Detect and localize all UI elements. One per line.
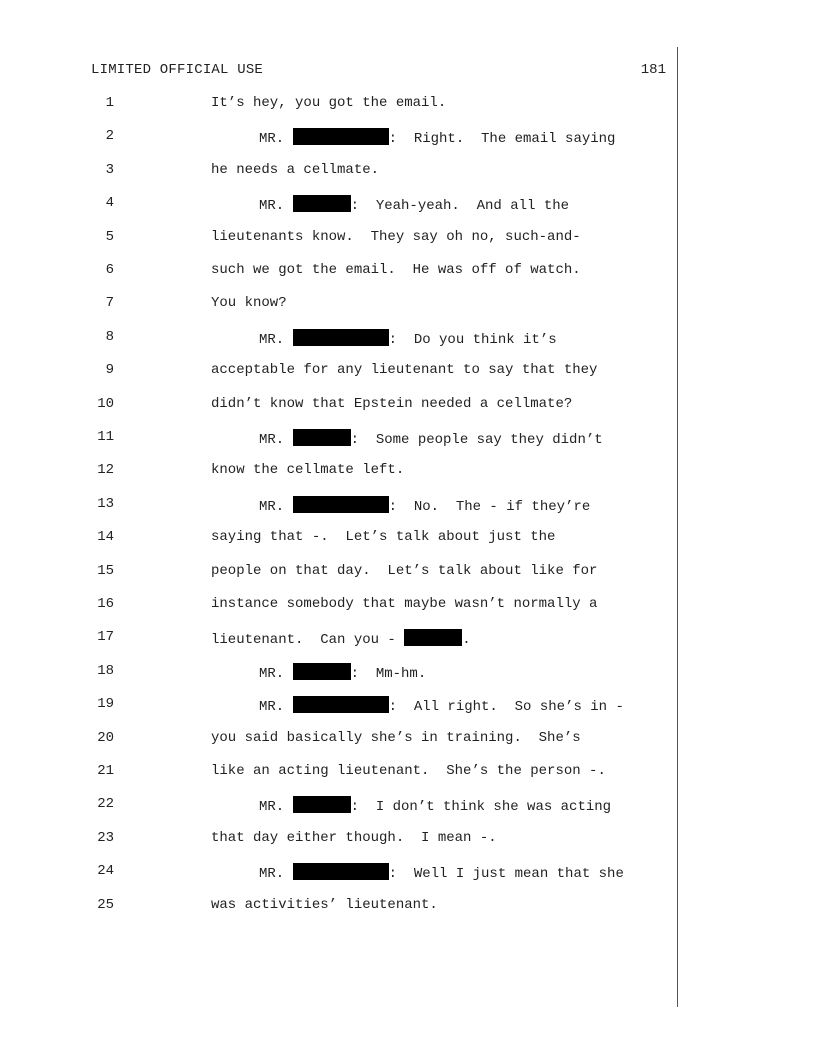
transcript-line: [0, 496, 677, 516]
line-number: 7: [105, 295, 114, 312]
transcript-line: [0, 730, 677, 750]
line-text: [211, 462, 404, 478]
transcript-line: [0, 162, 677, 182]
transcript-line: [0, 663, 677, 683]
line-text: [259, 496, 590, 515]
redaction-box: [293, 429, 351, 446]
line-number: 25: [97, 896, 114, 913]
line-text-segment: was activities’ lieutenant.: [211, 896, 438, 913]
line-number: 3: [105, 161, 114, 178]
line-text: [259, 696, 624, 715]
line-number: 2: [105, 128, 114, 145]
line-text-segment: MR.: [259, 665, 293, 682]
line-number: 18: [97, 662, 114, 679]
transcript-line: [0, 295, 677, 315]
line-text: [211, 229, 581, 245]
line-number: 15: [97, 562, 114, 579]
transcript-line: [0, 462, 677, 482]
line-number: 22: [97, 796, 114, 813]
transcript-line: [0, 596, 677, 616]
transcript-line: [0, 362, 677, 382]
transcript-line: [0, 429, 677, 449]
line-text: [211, 897, 438, 913]
line-number: 23: [97, 829, 114, 846]
line-text: [211, 563, 597, 579]
line-number: 10: [97, 395, 114, 412]
redaction-box: [293, 863, 389, 880]
line-text-segment: lieutenants know. They say oh no, such-and-: [211, 228, 581, 245]
line-text: [211, 596, 597, 612]
line-text-segment: : Mm-hm.: [350, 665, 427, 682]
line-text-segment: MR.: [259, 498, 293, 515]
line-text: [259, 195, 569, 214]
line-text: [259, 863, 624, 882]
line-number: 20: [97, 729, 114, 746]
transcript-line: [0, 128, 677, 148]
redaction-box: [293, 796, 351, 813]
transcript-line: [0, 262, 677, 282]
line-number: 21: [97, 763, 114, 779]
line-number: 14: [97, 529, 114, 546]
line-text-segment: : Right. The email saying: [388, 131, 616, 148]
page-number: 181: [640, 62, 666, 78]
line-text-segment: MR.: [259, 432, 293, 448]
redaction-box: [293, 663, 351, 680]
redaction-box: [404, 629, 462, 646]
line-text-segment: such we got the email. He was off of watch.: [211, 262, 581, 278]
transcript-line: [0, 796, 677, 816]
line-text-segment: : Some people say they didn’t: [350, 432, 603, 448]
classification-header: LIMITED OFFICIAL USE: [91, 62, 264, 78]
line-text-segment: It’s hey, you got the email.: [211, 95, 447, 111]
line-number: 13: [97, 495, 114, 512]
line-text-segment: MR.: [259, 866, 293, 883]
line-text: [211, 262, 581, 278]
line-number: 8: [105, 328, 114, 345]
line-text-segment: You know?: [211, 295, 287, 312]
line-text-segment: you said basically she’s in training. She’s: [211, 729, 581, 746]
line-text-segment: : Do you think it’s: [388, 331, 557, 348]
line-text: [259, 796, 611, 815]
line-text: [259, 663, 426, 682]
transcript-line: [0, 396, 677, 416]
line-text-segment: : Well I just mean that she: [388, 866, 624, 883]
line-number: 9: [105, 362, 114, 379]
line-text-segment: MR.: [259, 331, 293, 348]
line-text-segment: MR.: [259, 799, 293, 816]
line-text-segment: know the cellmate left.: [211, 462, 405, 479]
line-number: 24: [97, 863, 114, 880]
line-number: 4: [105, 195, 114, 212]
line-text-segment: lieutenant. Can you -: [211, 632, 405, 649]
line-text-segment: he needs a cellmate.: [211, 161, 380, 178]
redaction-box: [293, 128, 389, 145]
line-text-segment: MR.: [259, 699, 293, 716]
line-text: [211, 95, 446, 111]
line-text: [211, 763, 606, 779]
transcript-line: [0, 897, 677, 917]
line-number: 16: [97, 596, 114, 612]
line-text-segment: that day either though. I mean -.: [211, 829, 497, 846]
line-text: [259, 429, 603, 448]
line-number: 17: [97, 629, 114, 646]
line-text-segment: like an acting lieutenant. She’s the person -.: [211, 763, 606, 779]
line-text-segment: : All right. So she’s in -: [388, 699, 624, 716]
line-text: [211, 730, 581, 746]
redaction-box: [293, 195, 351, 212]
line-number: 11: [97, 429, 114, 445]
transcript-line: [0, 529, 677, 549]
transcript-line: [0, 830, 677, 850]
line-text: [211, 162, 379, 178]
line-text: [259, 128, 615, 147]
line-number: 19: [97, 696, 114, 713]
transcript-line: [0, 629, 677, 649]
line-text: [211, 362, 597, 378]
line-text-segment: .: [462, 632, 471, 649]
line-text-segment: instance somebody that maybe wasn’t normally a: [211, 596, 598, 612]
transcript-line: [0, 863, 677, 883]
transcript-line: [0, 563, 677, 583]
line-number: 5: [105, 228, 114, 245]
transcript-line: [0, 696, 677, 716]
line-text-segment: : Yeah-yeah. And all the: [350, 198, 570, 215]
transcript-line: [0, 329, 677, 349]
right-margin-rule: [677, 47, 678, 1007]
transcript-line: [0, 229, 677, 249]
redaction-box: [293, 496, 389, 513]
transcript-line: [0, 95, 677, 115]
redaction-box: [293, 696, 389, 713]
line-text: [211, 396, 572, 412]
line-text-segment: people on that day. Let’s talk about like for: [211, 562, 598, 579]
line-text: [211, 830, 497, 846]
transcript-line: [0, 763, 677, 783]
line-text: [211, 529, 555, 545]
line-text: [211, 629, 471, 648]
line-number: 12: [97, 462, 114, 479]
line-text-segment: : I don’t think she was acting: [350, 799, 612, 816]
line-number: 6: [105, 262, 114, 278]
line-text-segment: MR.: [259, 198, 293, 215]
redaction-box: [293, 329, 389, 346]
line-text: [211, 295, 287, 311]
line-text-segment: : No. The - if they’re: [388, 498, 591, 515]
line-text-segment: saying that -. Let’s talk about just the: [211, 529, 556, 546]
transcript-line: [0, 195, 677, 215]
line-text-segment: acceptable for any lieutenant to say that they: [211, 362, 598, 379]
line-text: [259, 329, 557, 348]
line-number: 1: [105, 95, 114, 111]
line-text-segment: didn’t know that Epstein needed a cellmate?: [211, 395, 573, 412]
line-text-segment: MR.: [259, 131, 293, 148]
